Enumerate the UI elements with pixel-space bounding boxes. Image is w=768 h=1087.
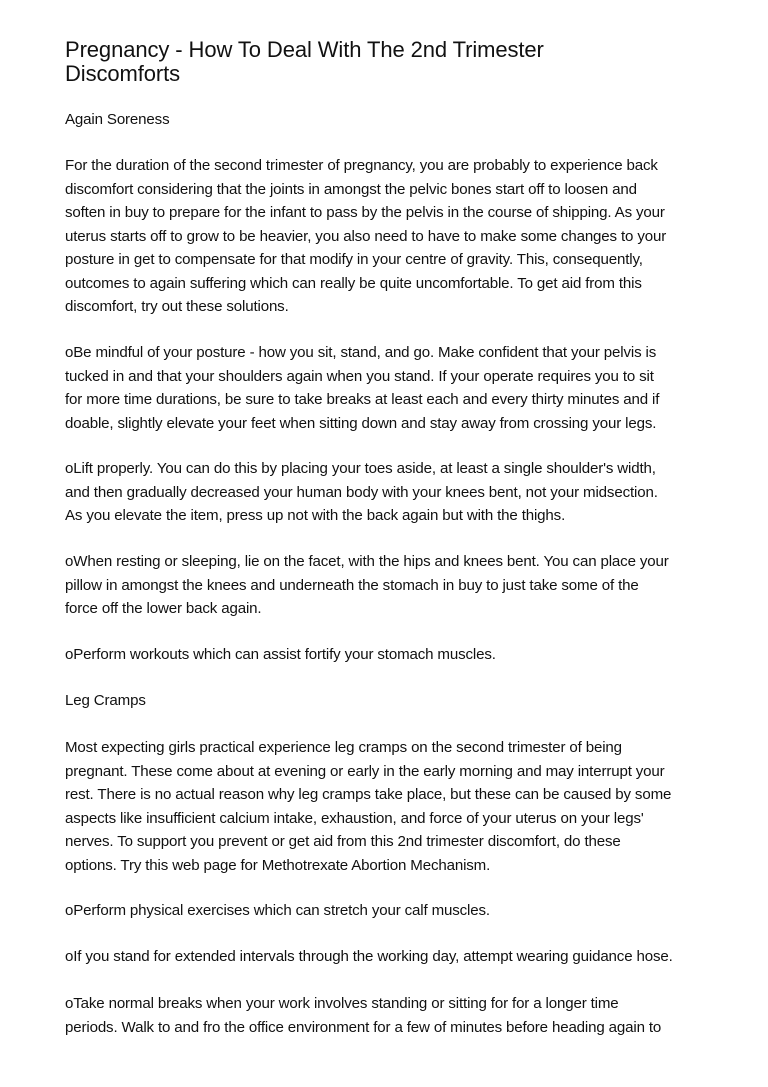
text-line: Most expecting girls practical experience leg cramps on the second trimester of being <box>65 739 622 756</box>
text-line: discomfort considering that the joints in amongst the pelvic bones start off to loosen and <box>65 180 637 198</box>
text-line: oBe mindful of your posture - how you sit, stand, and go. Make confident that your pelvis is <box>65 344 657 361</box>
text-line: Again Soreness <box>65 111 170 128</box>
document-title <box>65 38 725 86</box>
title-line: Pregnancy - How To Deal With The 2nd Trimester <box>65 37 544 62</box>
text-line: oTake normal breaks when your work involves standing or sitting for for a longer time <box>65 995 619 1012</box>
text-line: rest. There is no actual reason why leg cramps take place, but these can be caused by some <box>65 786 672 803</box>
text-line: posture in get to compensate for that modify in your centre of gravity. This, consequently, <box>65 251 643 268</box>
paragraph-leg-cramps <box>65 736 715 877</box>
title-line: Discomforts <box>65 61 181 86</box>
text-line: outcomes to again suffering which can really be quite uncomfortable. To get aid from this <box>65 274 642 292</box>
text-line: tucked in and that your shoulders again when you stand. If your operate requires you to sit <box>65 367 654 385</box>
text-line: pregnant. These come about at evening or early in the early morning and may interrupt your <box>65 762 665 780</box>
text-line: options. Try this web page for Methotrexate Abortion Mechanism. <box>65 856 491 874</box>
text-line: Leg Cramps <box>65 692 146 709</box>
text-line: oIf you stand for extended intervals through the working day, attempt wearing guidance hose. <box>65 948 673 965</box>
list-item-breaks <box>65 992 715 1039</box>
text-line: oPerform physical exercises which can stretch your calf muscles. <box>65 902 490 919</box>
list-item-stretch <box>65 899 715 923</box>
list-item-workouts <box>65 643 715 667</box>
text-line: For the duration of the second trimester of pregnancy, you are probably to experience back <box>65 157 658 174</box>
text-line: periods. Walk to and fro the office environment for a few of minutes before heading again to <box>65 1018 662 1036</box>
paragraph-back-discomfort <box>65 154 715 319</box>
text-line: discomfort, try out these solutions. <box>65 298 289 315</box>
text-line: uterus starts off to grow to be heavier, you also need to have to make some changes to your <box>65 227 667 245</box>
text-line: doable, slightly elevate your feet when sitting down and stay away from crossing your legs. <box>65 414 657 432</box>
text-line: As you elevate the item, press up not with the back again but with the thighs. <box>65 507 566 524</box>
list-item-hose <box>65 945 715 969</box>
text-line: and then gradually decreased your human body with your knees bent, not your midsection. <box>65 483 658 501</box>
text-line: for more time durations, be sure to take breaks at least each and every thirty minutes and if <box>65 391 660 408</box>
text-line: force off the lower back again. <box>65 600 262 617</box>
text-line: aspects like insufficient calcium intake, exhaustion, and force of your uterus on your legs' <box>65 809 644 827</box>
text-line: nerves. To support you prevent or get aid from this 2nd trimester discomfort, do these <box>65 833 621 850</box>
list-item-lift-properly <box>65 457 715 528</box>
text-line: pillow in amongst the knees and underneath the stomach in buy to just take some of the <box>65 576 639 594</box>
list-item-posture <box>65 341 715 435</box>
heading-leg-cramps <box>65 689 715 713</box>
text-line: oWhen resting or sleeping, lie on the facet, with the hips and knees bent. You can place your <box>65 553 669 570</box>
heading-again-soreness <box>65 108 715 132</box>
text-line: oPerform workouts which can assist fortify your stomach muscles. <box>65 646 496 663</box>
text-line: oLift properly. You can do this by placing your toes aside, at least a single shoulder's width, <box>65 460 656 477</box>
text-line: soften in buy to prepare for the infant to pass by the pelvis in the course of shipping. As your <box>65 204 665 221</box>
list-item-resting <box>65 550 715 621</box>
